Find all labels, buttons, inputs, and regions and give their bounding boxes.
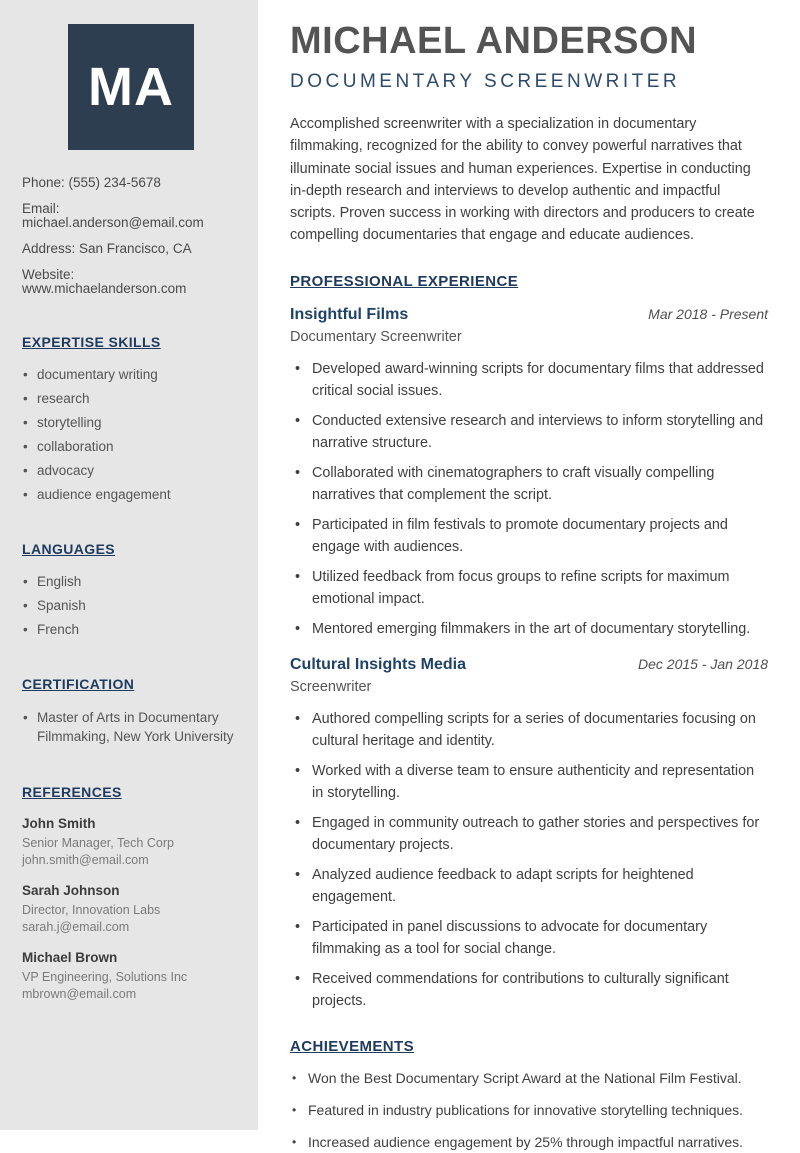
reference-name: Sarah Johnson bbox=[22, 883, 120, 898]
person-name: MICHAEL ANDERSON bbox=[290, 20, 698, 62]
job-header bbox=[290, 306, 768, 324]
bullet-item: • Mentored emerging filmmakers in the art of documentary storytelling. bbox=[290, 618, 768, 640]
company-name: Cultural Insights Media bbox=[290, 655, 467, 673]
skill-item: • audience engagement bbox=[22, 486, 240, 503]
contact-website: Website: www.michaelanderson.com bbox=[22, 267, 187, 296]
reference-role: VP Engineering, Solutions Inc bbox=[22, 970, 188, 984]
bullet-item: • Received commendations for contributions to culturally significant projects. bbox=[290, 968, 768, 1012]
references-heading: REFERENCES bbox=[22, 784, 122, 800]
reference-role: Director, Innovation Labs bbox=[22, 903, 161, 917]
skill-item: • collaboration bbox=[22, 438, 240, 455]
skill-item: • storytelling bbox=[22, 414, 240, 431]
achievement-item: • Featured in industry publications for innovative storytelling techniques. bbox=[290, 1099, 768, 1121]
job-bullet-list bbox=[290, 358, 768, 640]
experience-entry bbox=[290, 306, 768, 640]
bullet-item: • Participated in panel discussions to advocate for documentary filmmaking as a tool for social change. bbox=[290, 916, 768, 960]
certification-item: • Master of Arts in Documentary Filmmaking, New York University bbox=[22, 708, 237, 746]
contact-info bbox=[22, 176, 240, 296]
experience-heading: PROFESSIONAL EXPERIENCE bbox=[290, 272, 519, 290]
references-section bbox=[22, 784, 240, 1003]
job-role: Screenwriter bbox=[290, 678, 372, 695]
job-header bbox=[290, 656, 768, 674]
skill-item: • documentary writing bbox=[22, 366, 240, 383]
achievement-item: • Increased audience engagement by 25% through impactful narratives. bbox=[290, 1131, 768, 1153]
skills-heading: EXPERTISE SKILLS bbox=[22, 334, 161, 350]
reference-name: John Smith bbox=[22, 816, 96, 831]
achievement-item: • Won the Best Documentary Script Award at the National Film Festival. bbox=[290, 1067, 768, 1089]
certification-list bbox=[22, 708, 240, 746]
bullet-item: • Analyzed audience feedback to adapt scripts for heightened engagement. bbox=[290, 864, 768, 908]
achievements-list bbox=[290, 1067, 768, 1153]
main-content bbox=[258, 0, 800, 1150]
reference-role: Senior Manager, Tech Corp bbox=[22, 836, 174, 850]
certification-section bbox=[22, 676, 240, 746]
language-item: • English bbox=[22, 573, 240, 590]
contact-phone: Phone: (555) 234-5678 bbox=[22, 175, 161, 190]
language-item: • Spanish bbox=[22, 597, 240, 614]
achievements-heading: ACHIEVEMENTS bbox=[290, 1037, 414, 1055]
reference-email: sarah.j@email.com bbox=[22, 920, 130, 934]
skills-section bbox=[22, 334, 240, 503]
reference-person bbox=[22, 883, 240, 936]
monogram-avatar: MA bbox=[68, 24, 194, 150]
bullet-item: • Utilized feedback from focus groups to refine scripts for maximum emotional impact. bbox=[290, 566, 768, 610]
employment-dates: Dec 2015 - Jan 2018 bbox=[638, 655, 768, 672]
skill-item: • advocacy bbox=[22, 462, 240, 479]
skills-list bbox=[22, 366, 240, 503]
certification-heading: CERTIFICATION bbox=[22, 676, 135, 692]
job-title: DOCUMENTARY SCREENWRITER bbox=[290, 71, 681, 92]
bullet-item: • Worked with a diverse team to ensure authenticity and representation in storytelling. bbox=[290, 760, 768, 804]
languages-heading: LANGUAGES bbox=[22, 541, 116, 557]
contact-address: Address: San Francisco, CA bbox=[22, 241, 192, 256]
experience-entry bbox=[290, 656, 768, 1012]
reference-person bbox=[22, 950, 240, 1003]
language-item: • French bbox=[22, 621, 240, 638]
bullet-item: • Engaged in community outreach to gather stories and perspectives for documentary projects. bbox=[290, 812, 768, 856]
languages-section bbox=[22, 541, 240, 638]
reference-person bbox=[22, 816, 240, 869]
languages-list bbox=[22, 573, 240, 638]
employment-dates: Mar 2018 - Present bbox=[648, 305, 768, 322]
skill-item: • research bbox=[22, 390, 240, 407]
reference-email: mbrown@email.com bbox=[22, 987, 137, 1001]
bullet-item: • Collaborated with cinematographers to craft visually compelling narratives that complement the script. bbox=[290, 462, 768, 506]
bullet-item: • Participated in film festivals to promote documentary projects and engage with audiences. bbox=[290, 514, 768, 558]
job-bullet-list bbox=[290, 708, 768, 1012]
bullet-item: • Authored compelling scripts for a series of documentaries focusing on cultural heritage and identity. bbox=[290, 708, 768, 752]
bullet-item: • Developed award-winning scripts for documentary films that addressed critical social issues. bbox=[290, 358, 768, 402]
bullet-item: • Conducted extensive research and interviews to inform storytelling and narrative structure. bbox=[290, 410, 768, 454]
reference-name: Michael Brown bbox=[22, 950, 118, 965]
job-role: Documentary Screenwriter bbox=[290, 328, 462, 345]
professional-summary: Accomplished screenwriter with a specialization in documentary filmmaking, recognized for the ability to convey powerful narratives that illuminate social issues and human experiences. Expertise in conducting in-depth research and interviews to develop authentic and impactful scripts. Proven success in working with directors and producers to create compelling documentaries that engage and educate audiences. bbox=[290, 116, 755, 244]
sidebar bbox=[0, 0, 258, 1130]
company-name: Insightful Films bbox=[290, 305, 409, 323]
reference-email: john.smith@email.com bbox=[22, 853, 149, 867]
contact-email: Email: michael.anderson@email.com bbox=[22, 201, 204, 230]
